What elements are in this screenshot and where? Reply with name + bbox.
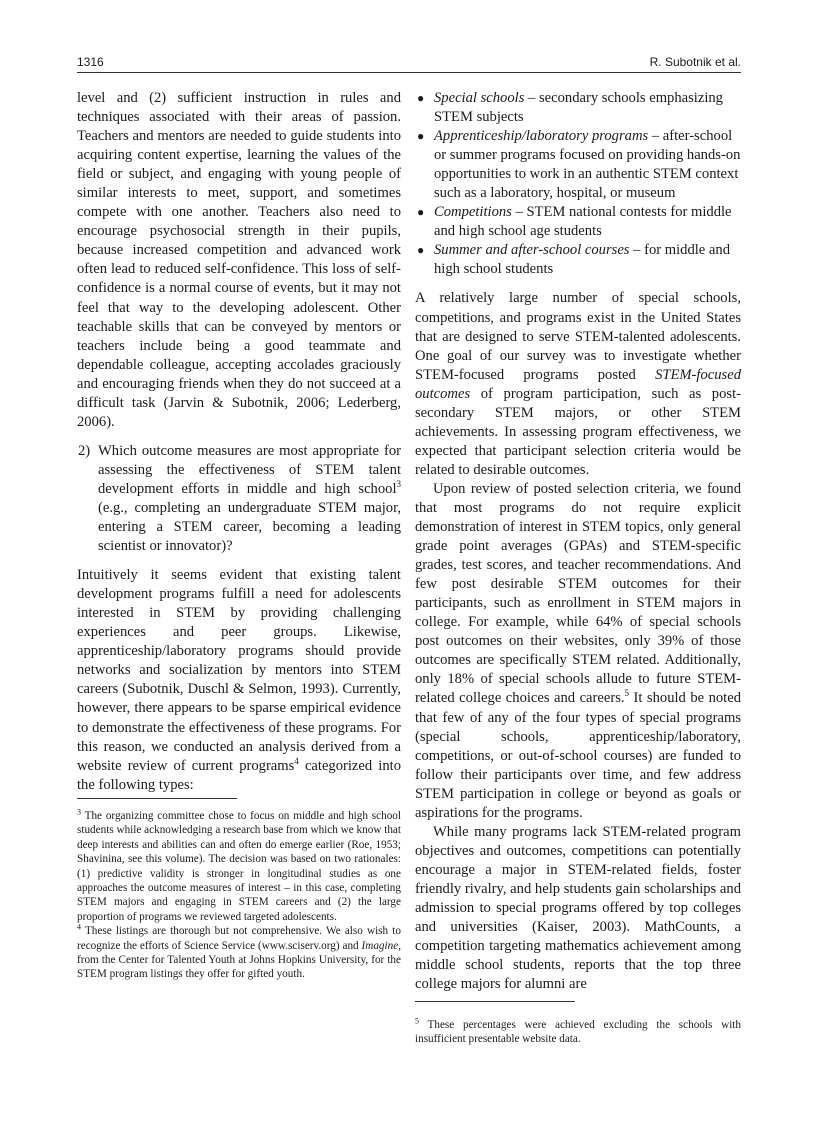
footnote-4-text-end: , from the Center for Talented Youth at Johns Hopkins University, for the STEM program listings they offer for gifted youth. [77, 939, 401, 981]
paragraph-text-end: It should be noted that few of any of the four types of special programs (special schools, apprenticeship/laboratory, competitions, or out-of-school courses) are funded to follow their participants over time, and few address STEM participation in college or beyond as goals or aspirations for the programs. [415, 690, 741, 821]
right-column [415, 89, 741, 994]
question-text-continued: (e.g., completing an undergraduate STEM major, entering a STEM career, becoming a leading scientist or innovator)? [98, 499, 401, 555]
footnote-3-text: The organizing committee chose to focus on middle and high school students while acknowledging a research base from which we know that deep interests and abilities can and often do emerge earlier (Roe, 1953; Shavinina, see this volume). The decision was based on two rationales: (1) predictive validity is stronger in longitudinal studies as one approaches the outcome measures of interest – in this case, completing STEM majors and engaging in STEM careers and (2) the large proportion of programs we reviewed targeted adolescents. [77, 810, 401, 923]
footnote-mark-4: 4 [77, 922, 81, 932]
paragraph-text-end: categorized into the following types: [77, 757, 401, 793]
bullet-term: Apprenticeship/laboratory programs [434, 128, 649, 145]
paragraph-competitions: While many programs lack STEM-related program objectives and outcomes, competitions can potentially encourage a major in STEM-related fields, foster friendly rivalry, and help students gain scholarships and admission to special programs offered by top colleges and universities (Kaiser, 2003). MathCounts, a competition targeting mathematics achievement among middle school students, reports that the top three college majors for alumni are [415, 823, 741, 993]
footnote-rule-right [415, 1001, 575, 1002]
footnote-5 [415, 1018, 741, 1047]
footnotes-right [415, 1018, 741, 1047]
paragraph-text: Intuitively it seems evident that existing talent development programs fulfill a need for adolescents interested in STEM by providing challenging experiences and peer groups. Likewise, apprenticeship/laboratory programs should provide networks and socialization by mentors into STEM careers (Subotnik, Duschl & Selmon, 1993). Currently, however, there appears to be sparse empirical evidence to demonstrate the effectiveness of these programs. For this reason, we conducted an analysis derived from a website review of current programs [77, 567, 401, 774]
paragraph-text: A relatively large number of special schools, competitions, and programs exist in the United States that are designed to serve STEM-talented adolescents. One goal of our survey was to investigate whether STEM-focused programs posted [415, 290, 741, 383]
bullet-item [415, 89, 741, 127]
header-rule [77, 72, 741, 73]
footnote-ref-3[interactable]: 3 [396, 479, 401, 490]
paragraph-intuitively [77, 566, 401, 795]
numbered-question-list [77, 442, 401, 556]
footnote-5-text: These percentages were achieved excluding the schools with insufficient presentable website data. [415, 1019, 741, 1046]
page-header [77, 53, 741, 73]
bullet-icon: ● [417, 91, 425, 105]
bullet-icon: ● [417, 129, 425, 144]
emphasis-text: STEM-focused outcomes [415, 366, 741, 402]
paragraph-text-end: of program participation, such as post-secondary STEM majors, or other STEM achievements. In assessing program effectiveness, we expected that participant selection criteria would be related to desirable outcomes. [415, 385, 741, 478]
footnote-ref-5[interactable]: 5 [624, 688, 630, 699]
paragraph-selection-criteria [415, 480, 741, 823]
paragraph-text: Upon review of posted selection criteria, we found that most programs do not require explicit demonstration of interest in STEM topics, only general grade point averages (GPAs) and STEM-specific grades, test scores, and teacher recommendations. And few post desirable STEM outcomes for their participants, such as enrollment in STEM majors in college. For example, while 64% of special schools post outcomes on their websites, only 39% of those outcomes are specifically STEM related. Additionally, only 18% of special schools allude to future STEM-related college choices and careers. [415, 480, 741, 707]
footnote-4 [77, 924, 401, 982]
left-column [77, 89, 401, 795]
footnote-4-emphasis: Imagine [361, 939, 399, 952]
bullet-icon: ● [417, 205, 425, 220]
bullet-desc: – STEM national contests for middle and high school age students [434, 204, 732, 240]
bullet-term: Summer and after-school courses [434, 242, 630, 259]
page-number: 1316 [77, 55, 104, 69]
program-types-list [415, 89, 741, 279]
footnotes-left [77, 809, 401, 982]
paragraph-continued: level and (2) sufficient instruction in rules and techniques associated with their areas of passion. Teachers and mentors are needed to guide students into acquiring content expertise, learning the values of the field or subject, and engaging with young people of similar interests to meet, support, and sometimes compete with one another. Teachers also need to encourage psychosocial strength in their pupils, because increased competition and advanced work often lead to reduced self-confidence. This loss of self-confidence is a normal course of events, but it may not feel that way to the developing adolescent. Other teachable skills that can be conveyed by mentors or teachers include being a good teammate and dependable colleague, accepting accolades graciously and encouraging friends when they do not succeed at a difficult task (Jarvin & Subotnik, 2006; Lederberg, 2006). [77, 90, 401, 430]
footnote-4-text: These listings are thorough but not comprehensive. We also wish to recognize the efforts of Science Service (www.sciserv.org) and [77, 925, 401, 952]
footnote-mark-5: 5 [415, 1016, 419, 1026]
bullet-term: Special schools [434, 90, 525, 106]
paragraph-survey-goal [415, 289, 741, 479]
bullet-desc: – for middle and high school students [434, 242, 730, 278]
running-head: R. Subotnik et al. [649, 55, 741, 69]
bullet-icon: ● [417, 243, 425, 258]
bullet-item [415, 203, 741, 241]
question-number: 2) [78, 442, 91, 459]
footnote-rule-left [77, 798, 237, 799]
bullet-item [415, 241, 741, 279]
question-text: Which outcome measures are most appropriate for assessing the effectiveness of STEM talent development efforts in middle and high school [98, 442, 401, 497]
footnote-3 [77, 809, 401, 924]
bullet-desc: – secondary schools emphasizing STEM subjects [434, 90, 723, 126]
question-item-2 [77, 442, 401, 556]
bullet-desc: – after-school or summer programs focused on providing hands-on opportunities to work in an authentic STEM context such as a laboratory, hospital, or museum [434, 128, 741, 202]
bullet-item [415, 127, 741, 203]
footnote-mark-3: 3 [77, 807, 81, 817]
bullet-term: Competitions [434, 204, 512, 221]
footnote-ref-4[interactable]: 4 [294, 755, 299, 766]
